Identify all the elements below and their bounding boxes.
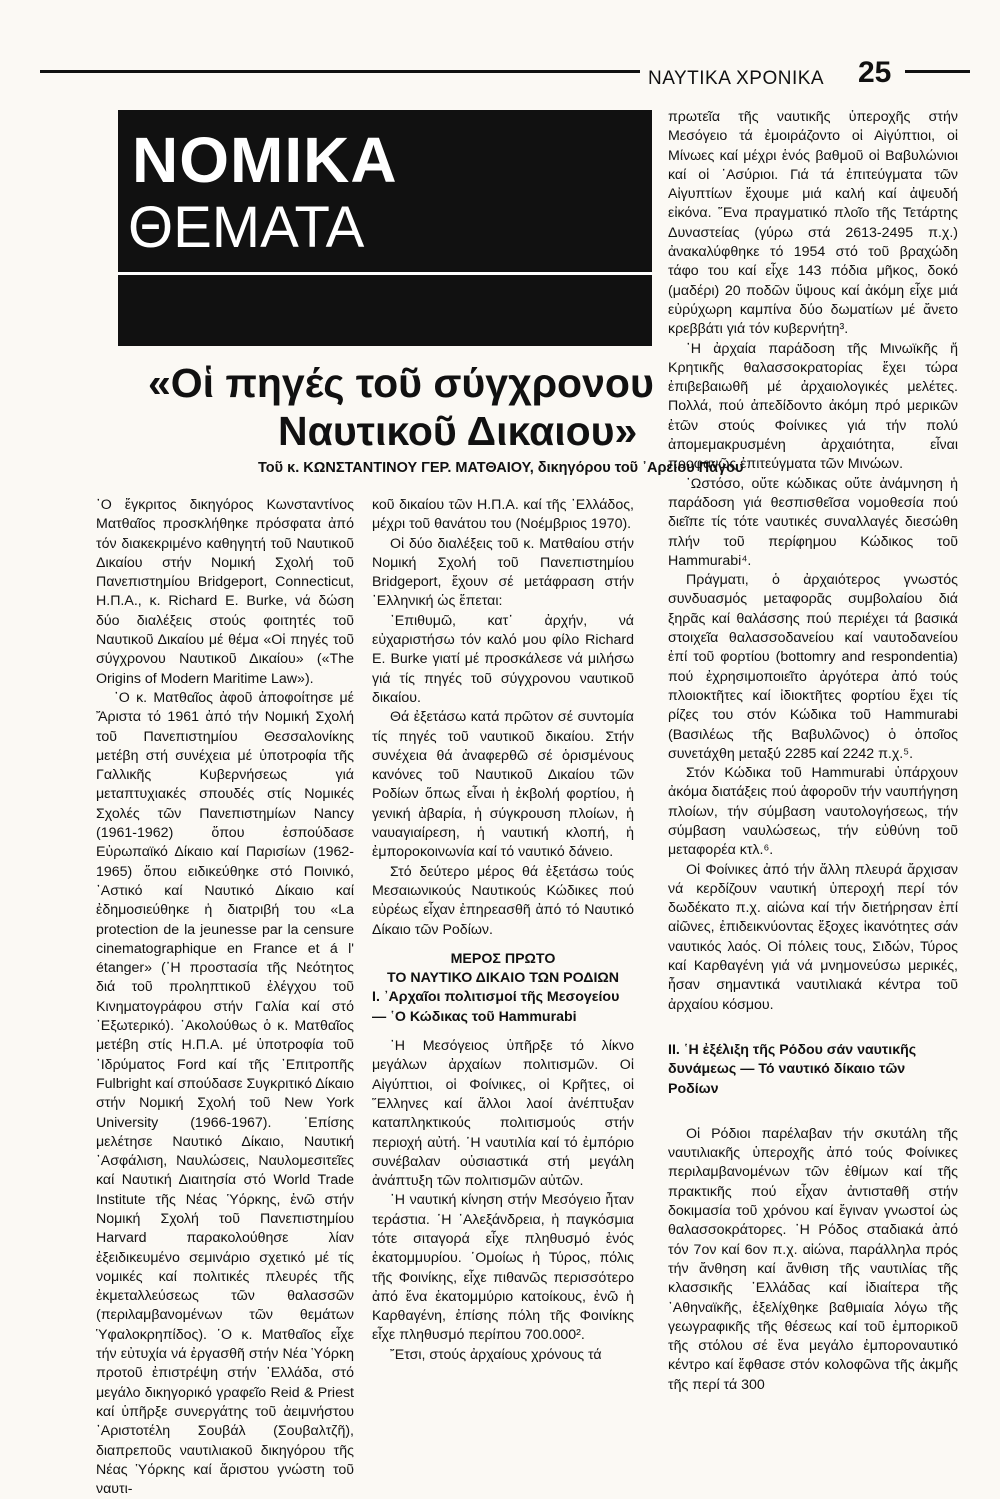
column-3-paragraph: ῾Ωστόσο, οὔτε κώδικας οὔτε ἀνάμνηση ἡ παράδοση γιά θεσπισθεῖσα νομοθεσία πού διεῖπε τίς τότε ναυτικές συναλλαγές διεσώθη πλήν τοῦ περίφημου Κώδικος τοῦ Hammurabi⁴. — [668, 475, 958, 569]
top-rule-right — [905, 70, 970, 73]
banner-rule — [118, 272, 652, 275]
column-3-paragraph: ῾Η ἀρχαία παράδοση τῆς Μινωϊκῆς ἤ Κρητικῆς θαλασσοκρατορίας ἔχει τώρα ἐπιβεβαιωθῆ μέ ἀρχαιολογικές μελέτες. Πολλά, πού ἀπεδίδοντο ἀκόμη πρό μερικῶν ἐτῶν στούς Φοίνικες γιά τήν πολύ ἀπομεμακρυσμένη ἀρχαιότητα, εἶναι προφανῶς ἐπιτεύγματα τῶν Μινώων. — [668, 340, 958, 473]
section-heading: ΤΟ ΝΑΥΤΙΚΟ ΔΙΚΑΙΟ ΤΩΝ ΡΟΔΙΩΝ — [386, 970, 620, 987]
column-2-paragraph: Στό δεύτερο μέρος θά ἐξετάσω τούς Μεσαιωνικούς Ναυτικούς Κώδικες πού εὐρέως εἶχαν ἐπηρεασθῆ ἀπό τό Ναυτικό Δίκαιο τῶν Ροδίων. — [372, 863, 634, 938]
column-3-paragraph: πρωτεῖα τῆς ναυτικῆς ὑπεροχῆς στήν Μεσόγειο τά ἐμοιράζοντο οἱ Αἰγύπτιοι, οἱ Μίνωες καί μέχρι ἑνός βαθμοῦ οἱ Βαβυλώνιοι καί οἱ ᾽Ασύριοι. Γιά τά ἐπιτεύγματα τῶν Αἰγυπτίων ἔχουμε μιά καλή καί ἀψευδή εἰκόνα. ῞Ενα πραγματικό πλοῖο τῆς Τετάρτης Δυναστείας (γύρω στά 2613-2495 π.χ.) ἀνακαλύφθηκε τό 1954 στό τοῦ βραχώδη τάφο του καί εἶχε 143 πόδια μῆκος, δοκό (μαδέρι) 20 ποδῶν ὕψους καί ἀκόμη εἶχε μιά εὐρύχωρη καμπίνα δύο δωματίων μέ ἄνετο κρεββάτι γιά τόν κυβερνήτη³. — [668, 109, 958, 338]
byline: Τοῦ κ. ΚΩΝΣΤΑΝΤΙΝΟΥ ΓΕΡ. ΜΑΤΘΑΙΟΥ, δικηγόρου τοῦ ᾽Αρείου Πάγου — [258, 460, 744, 476]
subheading: ΙΙ. ῾Η ἐξέλιξη τῆς Ρόδου σάν ναυτικῆς δυνάμεως — Τό ναυτικό δίκαιο τῶν Ροδίων — [668, 1041, 917, 1097]
subheading: Ι. ᾽Αρχαῖοι πολιτισμοί τῆς Μεσογείου — ῾Ο Κώδικας τοῦ Hammurabi — [372, 989, 620, 1025]
column-3 — [668, 108, 958, 1395]
column-2-paragraph: ῎Ετσι, στούς ἀρχαίους χρόνους τά — [390, 1346, 602, 1363]
masthead-name: ΝΑΥΤΙΚΑ ΧΡΟΝΙΚΑ — [648, 68, 825, 89]
headline-line-2: Ναυτικοῦ Δικαιου» — [278, 408, 638, 454]
banner-subtitle: ΘΕΜΑΤΑ — [128, 195, 365, 260]
column-1-paragraph: ῾Ο κ. Ματθαῖος ἀφοῦ ἀποφοίτησε μέ Ἄριστα τό 1961 ἀπό τήν Νομική Σχολή τοῦ Πανεπιστημίου Θεσσαλονίκης μετέβη στή συνέχεια μέ ὑποτροφία τῆς Γαλλικῆς Κυβερνήσεως γιά μεταπτυχιακές σπουδές στίς Νομικές Σχολές τῶν Πανεπιστημίων Nancy (1961-1962) ὅπου ἐσπούδασε Εὐρωπαϊκό Δίκαιο καί Παρισίων (1962-1965) ὅπου ειδικεύθηκε στό Ποινικό, ᾽Αστικό καί Ναυτικό Δίκαιο καί ἐδημοσιεύθηκε ἡ διατριβή του «La protection de la jeunesse par la censure cinematographique en France et á l' étanger» (῾Η προστασία τῆς Νεότητος διά τοῦ προληπτικοῦ ἐλέγχου τοῦ Κινηματογράφου στήν Γαλία καί στό ᾽Εξωτερικό). ᾽Ακολούθως ὁ κ. Ματθαῖος μετέβη στίς Η.Π.Α. μέ ὑποτροφία τοῦ ῾Ιδρύματος Ford καί τῆς ᾽Επιτροπῆς Fulbright καί σπούδασε Συγκριτικό Δίκαιο στήν Νομική Σχολή τοῦ New York University (1966-1967). ᾽Επίσης μελέτησε Ναυτικό Δίκαιο, Ναυτική ᾽Ασφάλιση, Ναυλώσεις, Ναυλομεσιτεῖες καί Ναυτική Διαιτησία στό World Trade Institute τῆς Νέας Ὑόρκης, ἐνῶ στήν Νομική Σχολή τοῦ Πανεπιστημίου Harvard παρακολούθησε λίαν ἐξειδικευμένο σεμινάριο σχετικό μέ τίς νομικές καί πολιτικές πλευρές τῆς ἐκμεταλλεύσεως τῶν θαλασσῶν (περιλαμβανομένων τῶν θεμάτων Ὑφαλοκρηπίδος). ῾Ο κ. Ματθαῖος εἶχε τήν εὐτυχία νά ἐργασθῆ στήν Νέα Ὑόρκη προτοῦ ἐπιστρέψη στήν ῾Ελλάδα, στό μεγάλο δικηγορικό γραφεῖο Reid & Priest καί ὑπῆρξε συνεργάτης τοῦ ἀειμνήστου ᾽Αριστοτέλη Σουβάλ (Σουβαλτζῆ), διαπρεποῦς ναυτιλιακοῦ δικηγόρου τῆς Νέας Ὑόρκης καί ἄριστου γνώστη τοῦ ναυτι- — [96, 689, 354, 1498]
top-rule-left — [40, 70, 640, 73]
column-2-paragraph: ᾽Επιθυμῶ, κατ᾽ ἀρχήν, νά εὐχαριστήσω τόν καλό μου φίλο Richard E. Burke γιατί μέ προσκάλεσε νά μιλήσω γιά τίς πηγές τοῦ σύγχρονου ναυτικοῦ δικαίου. — [372, 612, 634, 706]
column-3-paragraph: Στόν Κώδικα τοῦ Hammurabi ὑπάρχουν ἀκόμα διατάξεις πού ἀφοροῦν τήν ναυπήγηση πλοίων, τήν σύμβαση ναυτολογήσεως, τήν σύμβαση ναυλώσεως, τήν εὐθύνη τοῦ μεταφορέα κτλ.⁶. — [668, 765, 958, 859]
column-3-paragraph: Οἱ Ρόδιοι παρέλαβαν τήν σκυτάλη τῆς ναυτιλιακῆς ὑπεροχῆς ἀπό τούς Φοίνικες περιλαμβανομένων τῶν ἐθίμων καί τῆς πρακτικῆς πού εἶχαν ἀντισταθῆ στήν δοκιμασία τοῦ χρόνου καί ἔγιναν γνωστοί ὡς θαλασσοκράτορες. ῾Η Ρόδος σταδιακά ἀπό τόν 7ον καί 6ον π.χ. αἰώνα, παράλληλα πρός τήν ἄνθηση καί ἄνθιση τῆς ναυτιλίας τῆς κλασσικῆς ῾Ελλάδας καί ἰδιαίτερα τῆς ᾽Αθηναϊκῆς, ἐξελίχθηκε βαθμιαία λόγω τῆς γεωγραφικῆς τῆς θέσεως καί τοῦ ἐμπορικοῦ τῆς στόλου σέ ἕνα μεγάλο ἐμποροναυτικό κέντρο καί ἔφθασε στόν κολοφῶνα τῆς ἀκμῆς τῆς περί τά 300 — [668, 1125, 958, 1393]
column-2-paragraph: Οἱ δύο διαλέξεις τοῦ κ. Ματθαίου στήν Νομική Σχολή τοῦ Πανεπιστημίου Bridgeport, ἔχουν σέ μετάφραση στήν ῾Ελληνική ὡς ἕπεται: — [372, 535, 634, 610]
page-number: 25 — [858, 56, 892, 89]
column-2-paragraph: ῾Η Μεσόγειος ὑπῆρξε τό λίκνο μεγάλων ἀρχαίων πολιτισμῶν. Οἱ Αἰγύπτιοι, οἱ Φοίνικες, οἱ Κρῆτες, οἱ ῞Ελληνες καί ἄλλοι λαοί ἀνέπτυξαν καταπληκτικούς πολιτισμούς στήν περιοχή αὐτή. ῾Η ναυτιλία καί τό ἐμπόριο συνέβαλαν οὐσιαστικά στή μεγάλη ἀνάπτυξη τῶν πολιτισμῶν αὐτῶν. — [372, 1038, 634, 1190]
column-3-paragraph: Πράγματι, ὁ ἀρχαιότερος γνωστός συνδυασμός μεταφορᾶς συμβολαίου διά ξηρᾶς καί θαλάσσης πού περιέχει τά βασικά στοιχεῖα θαλασσοδανείου καί ναυτοδανείου ἐπί τοῦ φορτίου (bottomry and respondentia) πού ἐχρησιμοποιεῖτο ἀργότερα ἀπό τούς πλοιοκτῆτες καί ἰδιοκτῆτες φορτίου ἔχει τίς ρίζες του στόν Κώδικα τοῦ Hammurabi (Βασιλέως τῆς Βαβυλῶνος) ὁ ὁποῖος συνετάχθη μεταξύ 2285 καί 2242 π.χ.⁵. — [668, 572, 958, 762]
column-2 — [372, 496, 634, 1365]
banner-title: ΝΟΜΙΚΑ — [132, 124, 398, 196]
column-2-paragraph: Θά ἐξετάσω κατά πρῶτον σέ συντομία τίς πηγές τοῦ ναυτικοῦ δικαίου. Στήν συνέχεια θά ἀναφερθῶ σέ ὁρισμένους κανόνες τοῦ Ναυτικοῦ Δικαίου τῶν Ροδίων ὅπως εἶναι ἡ ἐκβολή φορτίου, ἡ γενική ἀβαρία, ἡ σύγκρουση πλοίων, ἡ ναυαγιαίρεση, ἡ ναυτική κλοπή, ἡ ἐμποροκοινωνία καί τό ναυτικό δάνειο. — [372, 709, 634, 861]
column-3-paragraph: Οἱ Φοίνικες ἀπό τήν ἄλλη πλευρά ἄρχισαν νά κερδίζουν ναυτική ὑπεροχή περί τόν δωδέκατο π.χ. αἰώνα καί τήν διετήρησαν ἐπί αἰῶνες, ἐπιδεικνύοντας ἔξοχες ἱκανότητες σάν ναυτικός λαός. Οἱ πόλεις τους, Σιδών, Τύρος καί Καρθαγένη γιά νά μνημονεύσω μερικές, ἦσαν σημαντικά ναυτιλιακά κέντρα τοῦ ἀρχαίου κόσμου. — [668, 861, 958, 1013]
column-1-paragraph: ῾Ο ἔγκριτος δικηγόρος Κωνσταντίνος Ματθαῖος προσκλήθηκε πρόσφατα ἀπό τόν διακεκριμένο καθηγητή τοῦ Ναυτικοῦ Δικαίου στήν Νομική Σχολή τοῦ Πανεπιστημίου Bridgeport, Connecticut, Η.Π.Α., κ. Richard E. Burke, νά δώση δύο διαλέξεις στούς φοιτητές τοῦ Ναυτικοῦ Δικαίου μέ θέμα «Οἱ πηγές τοῦ σύγχρονου Ναυτικοῦ Δικαίου» («The Origins of Modern Maritime Law»). — [96, 497, 354, 687]
column-2-paragraph: ῾Η ναυτική κίνηση στήν Μεσόγειο ἦταν τεράστια. ῾Η ᾽Αλεξάνδρεια, ἡ παγκόσμια τότε σιταγορά εἶχε πληθυσμό ἑνός ἑκατομμυρίου. ῾Ομοίως ἡ Τύρος, πόλις τῆς Φοινίκης, εἶχε πιθανῶς περισσότερο ἀπό ἕνα ἑκατομμύριο κατοίκους, ἐνῶ ἡ Καρθαγένη, ἐπίσης πόλη τῆς Φοινίκης εἶχε πληθυσμό περίπου 700.000². — [372, 1192, 634, 1344]
column-2-paragraph: κοῦ δικαίου τῶν Η.Π.Α. καί τῆς ῾Ελλάδος, μέχρι τοῦ θανάτου του (Νοέμβριος 1970). — [372, 497, 634, 533]
section-banner — [118, 110, 652, 346]
column-1 — [96, 496, 354, 1499]
headline-line-1: «Οἱ πηγές τοῦ σύγχρονου — [148, 360, 654, 406]
section-heading: ΜΕΡΟΣ ΠΡΩΤΟ — [450, 950, 556, 967]
